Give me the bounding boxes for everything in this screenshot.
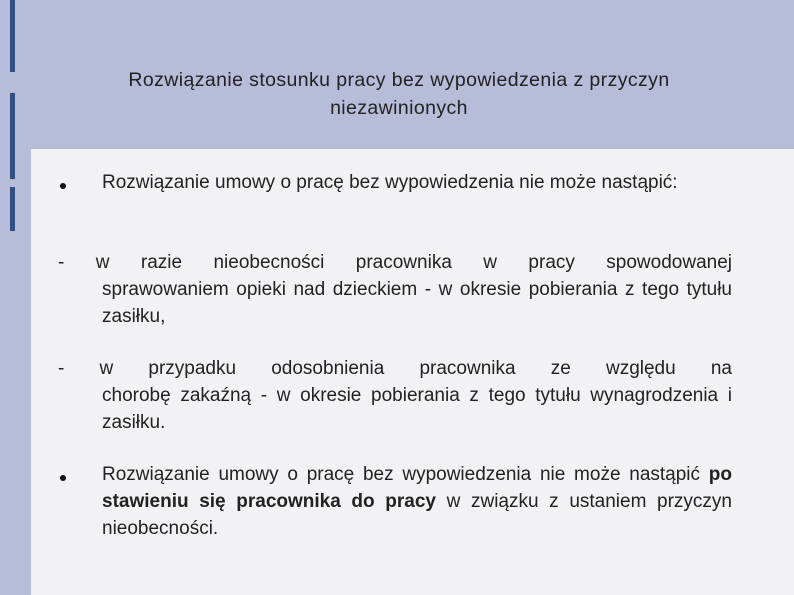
bullet-paragraph-2-text-end: w związku z ustaniem przyczyn nieobecności. xyxy=(102,491,733,539)
dash-paragraph-1-first-line: - w razie nieobecności pracownika w pracy spowodowanej xyxy=(58,252,732,273)
decorative-bar-bottom xyxy=(10,187,15,231)
bullet-paragraph-2-emphasis: po stawieniu się pracownika do pracy xyxy=(102,464,732,512)
dash-paragraph-2-first-line: - w przypadku odosobnienia pracownika ze względu na xyxy=(58,358,732,379)
dash-paragraph-1 xyxy=(58,249,732,330)
decorative-bar-middle xyxy=(10,93,15,179)
decorative-bar-top xyxy=(10,0,15,72)
dash-paragraph-2-rest: chorobę zakaźną - w okresie pobierania z tego tytułu wynagrodzenia i zasiłku. xyxy=(102,385,732,433)
dash-paragraph-1-rest: sprawowaniem opieki nad dzieckiem - w okresie pobierania z tego tytułu zasiłku, xyxy=(102,279,732,327)
slide-title: Rozwiązanie stosunku pracy bez wypowiedzenia z przyczyn niezawinionych xyxy=(128,69,670,119)
bullet-paragraph-2 xyxy=(102,461,732,542)
bullet-paragraph-2-text: Rozwiązanie umowy o pracę bez wypowiedzenia nie może nastąpić xyxy=(102,464,709,485)
bullet-icon xyxy=(60,183,66,189)
content-panel xyxy=(31,149,794,595)
bullet-icon xyxy=(60,475,66,481)
bullet-paragraph-1: Rozwiązanie umowy o pracę bez wypowiedzenia nie może nastąpić: xyxy=(102,172,678,193)
dash-paragraph-2 xyxy=(58,355,732,436)
